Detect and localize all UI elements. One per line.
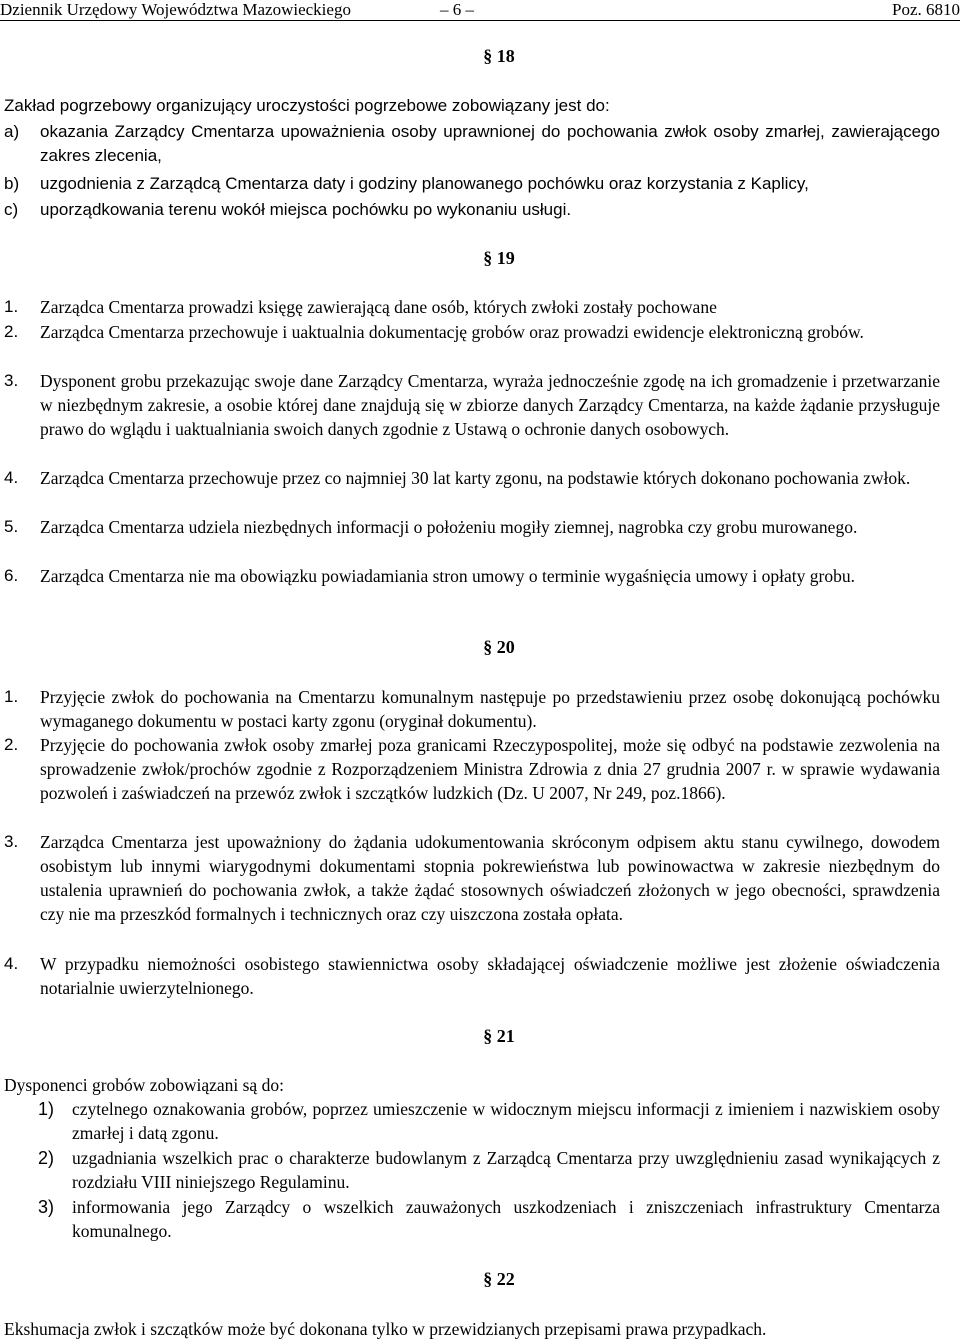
section-19-item-6: 6. Zarządca Cmentarza nie ma obowiązku powiadamiania stron umowy o terminie wygaśnięcia umowy i opłaty grobu.	[4, 566, 855, 586]
page-header	[0, 0, 960, 22]
section-21-item-2: 2) uzgadniania wszelkich prac o charakterze budowlanym z Zarządcą Cmentarza przy uwzględnieniu zasad wynikających z rozdziału VIII niniejszego Regulaminu.	[38, 1148, 940, 1192]
section-19-item-3: 3. Dysponent grobu przekazując swoje dane Zarządcy Cmentarza, wyraża jednocześnie zgodę na ich gromadzenie i przetwarzanie w niezbędnym zakresie, a osobie której dane znajdują się w zbiorze danych Zarządcy Cmentarza, na każde żądanie przysługuje prawo do wglądu i uaktualniania swoich danych zgodnie z Ustawą o ochronie danych osobowych.	[4, 371, 940, 439]
section-22-heading: § 22	[483, 1269, 515, 1289]
section-19-item-5: 5. Zarządca Cmentarza udziela niezbędnych informacji o położeniu mogiły ziemnej, nagrobka czy grobu murowanego.	[4, 517, 858, 537]
section-20-item-2: 2. Przyjęcie do pochowania zwłok osoby zmarłej poza granicami Rzeczypospolitej, może się odbyć na podstawie zezwolenia na sprowadzenie zwłok/prochów zgodnie z Rozporządzeniem Ministra Zdrowia z dnia 27 grudnia 2007 r. w sprawie wydawania pozwoleń i zaświadczeń na przewóz zwłok i szczątków ludzkich (Dz. U 2007, Nr 249, poz.1866).	[4, 735, 940, 803]
position-number: Poz. 6810	[892, 0, 960, 19]
journal-title: Dziennik Urzędowy Województwa Mazowieckiego	[0, 0, 351, 19]
section-20-item-1: 1. Przyjęcie zwłok do pochowania na Cmentarzu komunalnym następuje po przedstawieniu przez osobę dokonującą pochówku wymaganego dokumentu w postaci karty zgonu (oryginał dokumentu).	[4, 687, 940, 731]
section-21-item-3: 3) informowania jego Zarządcy o wszelkich zauważonych uszkodzeniach i zniszczeniach infrastruktury Cmentarza komunalnego.	[38, 1197, 940, 1241]
section-20-item-4: 4. W przypadku niemożności osobistego stawiennictwa osoby składającej oświadczenie możliwe jest złożenie oświadczenia notarialnie uwierzytelnionego.	[4, 954, 940, 998]
section-19-heading: § 19	[483, 248, 515, 268]
header-divider	[0, 20, 960, 21]
section-19-item-1: 1. Zarządca Cmentarza prowadzi księgę zawierającą dane osób, których zwłoki zostały pochowane	[4, 297, 717, 317]
section-22-text: Ekshumacja zwłok i szczątków może być dokonana tylko w przewidzianych przepisami prawa przypadkach.	[4, 1319, 767, 1339]
section-20-item-3: 3. Zarządca Cmentarza jest upoważniony do żądania udokumentowania skróconym odpisem aktu stanu cywilnego, dowodem osobistym lub innymi wiarygodnymi dokumentami stopnia pokrewieństwa lub powinowactwa w zakresie niezbędnym do ustalenia uprawnień do pochowania zwłok, a także żądać stosownych oświadczeń złożonych w jego obecności, sprawdzenia czy nie ma przeszkód formalnych i technicznych oraz czy uiszczona została opłata.	[4, 832, 940, 924]
section-21-item-1: 1) czytelnego oznakowania grobów, poprzez umieszczenie w widocznym miejscu informacji z imieniem i nazwiskiem osoby zmarłej i datą zgonu.	[38, 1099, 940, 1143]
section-21-heading: § 21	[483, 1026, 515, 1046]
section-21-intro: Dysponenci grobów zobowiązani są do:	[4, 1075, 284, 1095]
section-18-item-b: b) uzgodnienia z Zarządcą Cmentarza daty i godziny planowanego pochówku oraz korzystania z Kaplicy,	[4, 174, 809, 193]
section-18-item-a: a) okazania Zarządcy Cmentarza upoważnienia osoby uprawnionej do pochowania zwłok osoby zmarłej, zawierającego zakres zlecenia,	[4, 122, 940, 165]
section-20-heading: § 20	[483, 637, 515, 657]
section-18-heading: § 18	[483, 46, 515, 66]
section-19-item-4: 4. Zarządca Cmentarza przechowuje przez co najmniej 30 lat karty zgonu, na podstawie których dokonano pochowania zwłok.	[4, 468, 911, 488]
section-18-item-c: c) uporządkowania terenu wokół miejsca pochówku po wykonaniu usługi.	[4, 200, 572, 219]
section-19-item-2: 2. Zarządca Cmentarza przechowuje i uaktualnia dokumentację grobów oraz prowadzi ewidencje elektroniczną grobów.	[4, 322, 864, 342]
section-18-intro: Zakład pogrzebowy organizujący uroczystości pogrzebowe zobowiązany jest do:	[4, 96, 610, 115]
page-number: – 6 –	[440, 0, 474, 19]
